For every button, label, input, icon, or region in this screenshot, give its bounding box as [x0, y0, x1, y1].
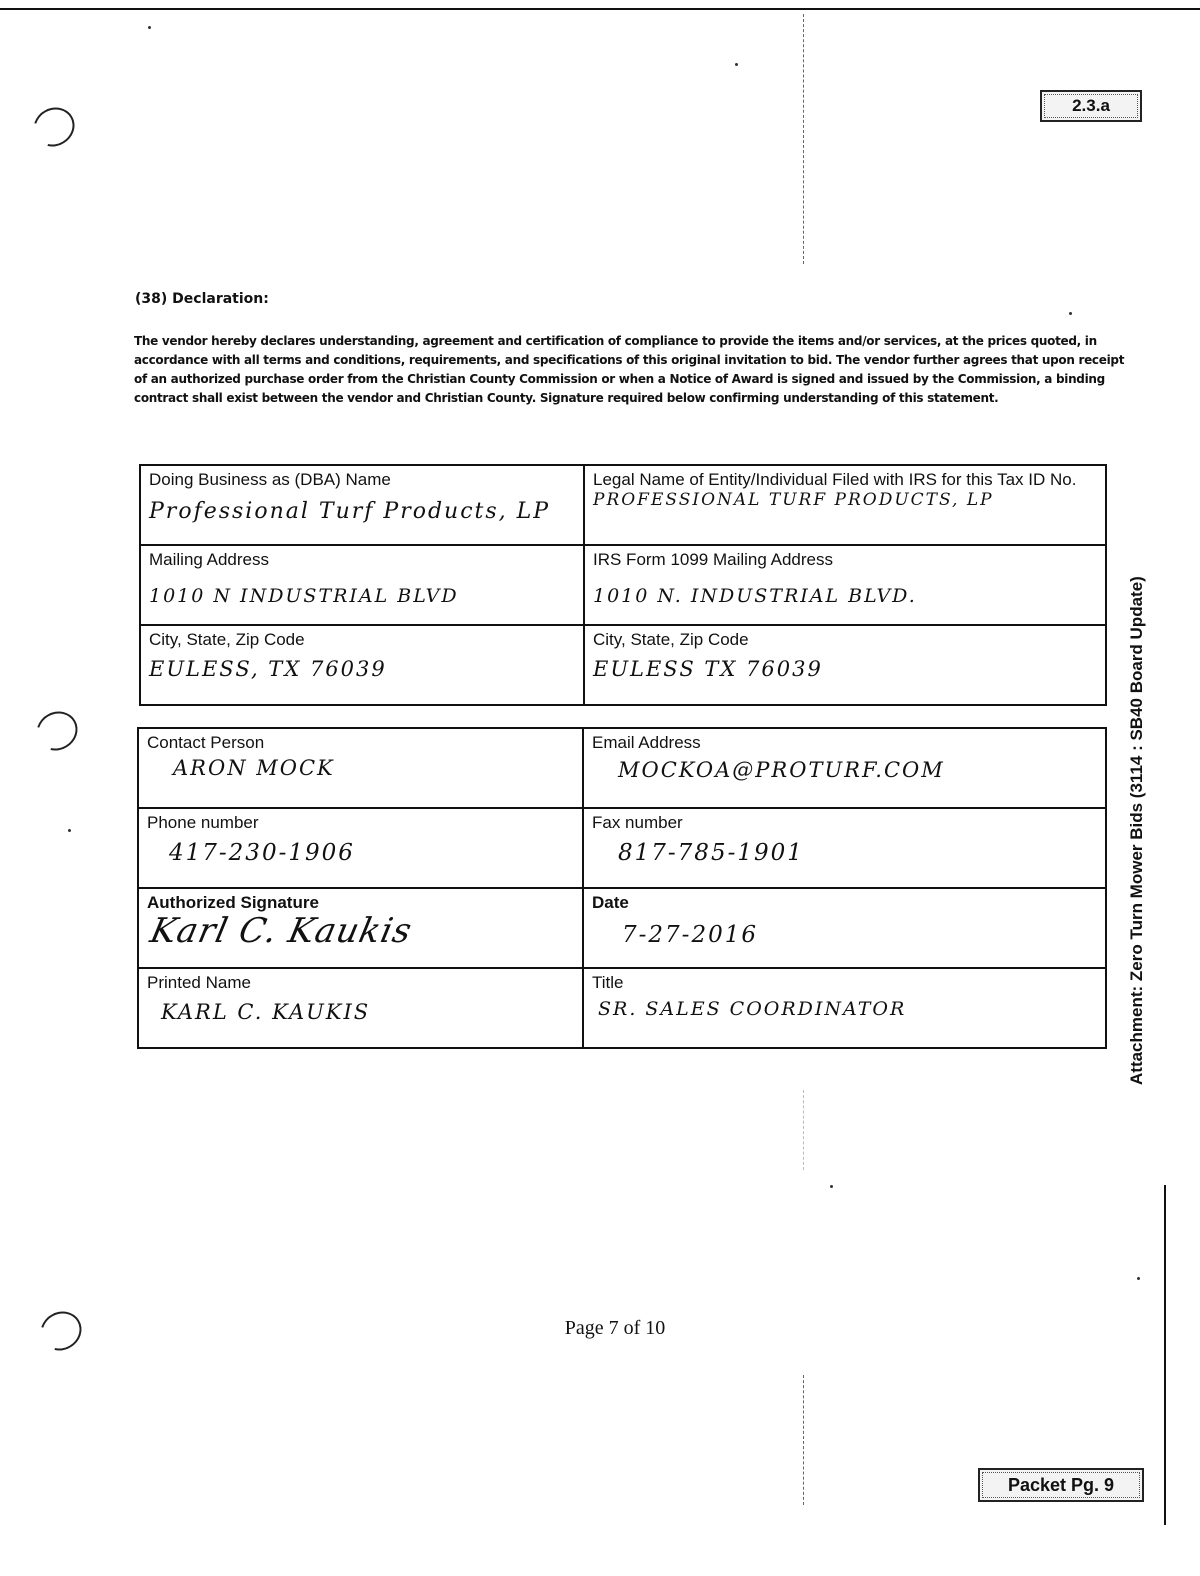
irs-city-state-zip-value: EULESS TX 76039	[593, 657, 823, 681]
scan-speck	[68, 829, 71, 832]
scan-speck	[148, 26, 151, 29]
phone-number-value: 417-230-1906	[169, 840, 355, 866]
fold-line-bottom	[803, 1375, 804, 1505]
printed-name-value: KARL C. KAUKIS	[161, 1000, 371, 1024]
phone-number-cell	[138, 808, 583, 888]
irs-city-state-zip-cell	[584, 625, 1106, 705]
irs-mailing-address-value: 1010 N. INDUSTRIAL BLVD.	[593, 585, 917, 607]
date-value: 7-27-2016	[622, 922, 758, 948]
title-label: Title	[592, 973, 624, 992]
mailing-address-label: Mailing Address	[149, 550, 270, 569]
legal-name-label: Legal Name of Entity/Individual Filed with IRS for this Tax ID No.	[593, 470, 1077, 489]
scan-speck	[735, 63, 738, 66]
declaration-paragraph	[134, 332, 1125, 408]
declaration-line: contract shall exist between the vendor and Christian County. Signature required below confirming understanding of this statement.	[134, 391, 999, 405]
attachment-side-note: Attachment: Zero Turn Mower Bids (3114 : SB40 Board Update)	[1127, 576, 1146, 1085]
scan-speck	[1069, 312, 1072, 315]
contact-person-cell	[138, 728, 583, 808]
irs-mailing-address-cell	[584, 545, 1106, 625]
printed-name-cell	[138, 968, 583, 1048]
punch-hole-middle	[29, 704, 84, 758]
declaration-line: The vendor hereby declares understanding, agreement and certification of compliance to provide the items and/or services, at the prices quoted, in	[134, 334, 1097, 348]
page-number: Page 7 of 10	[564, 1317, 666, 1339]
scan-speck	[1137, 1277, 1140, 1280]
title-value: SR. SALES COORDINATOR	[598, 998, 907, 1020]
email-address-value: MOCKOA@PROTURF.COM	[618, 758, 945, 782]
table-row	[140, 465, 1106, 545]
declaration-line: of an authorized purchase order from the Christian County Commission or when a Notice of Award is signed and issued by the Commission, a binding	[134, 372, 1105, 386]
right-margin-line	[1164, 1185, 1166, 1525]
fold-line-middle	[803, 1090, 804, 1170]
fold-line-top	[803, 14, 804, 264]
table-row	[140, 625, 1106, 705]
irs-city-state-zip-label: City, State, Zip Code	[593, 630, 749, 649]
mailing-address-cell	[140, 545, 584, 625]
city-state-zip-value: EULESS, TX 76039	[149, 657, 387, 681]
document-id-stamp: 2.3.a	[1040, 90, 1142, 122]
section-title: (38) Declaration:	[135, 291, 269, 307]
contact-person-label: Contact Person	[147, 733, 265, 752]
scan-speck	[830, 1185, 833, 1188]
vendor-info-table	[139, 464, 1107, 706]
table-row	[140, 545, 1106, 625]
fax-number-cell	[583, 808, 1106, 888]
signature-cell	[138, 888, 583, 968]
fax-number-label: Fax number	[592, 813, 683, 832]
declaration-line: accordance with all terms and conditions, requirements, and specifications of this original invitation to bid. The vendor further agrees that upon receipt	[134, 353, 1125, 367]
dba-label: Doing Business as (DBA) Name	[149, 470, 391, 489]
top-border-line	[0, 8, 1200, 10]
handwritten-signature: Karl C. Kaukis	[146, 911, 416, 951]
date-label: Date	[592, 893, 629, 912]
table-row	[138, 968, 1106, 1048]
packet-page-stamp: Packet Pg. 9	[978, 1468, 1144, 1502]
authorized-signature-label: Authorized Signature	[147, 893, 319, 912]
table-row	[138, 808, 1106, 888]
legal-name-cell	[584, 465, 1106, 545]
city-state-zip-cell	[140, 625, 584, 705]
fax-number-value: 817-785-1901	[618, 840, 804, 866]
email-address-label: Email Address	[592, 733, 701, 752]
dba-value: Professional Turf Products, LP	[149, 499, 551, 524]
printed-name-label: Printed Name	[147, 973, 251, 992]
table-row	[138, 728, 1106, 808]
legal-name-value: PROFESSIONAL TURF PRODUCTS, LP	[593, 490, 994, 510]
contact-info-table	[137, 727, 1107, 1049]
title-cell	[583, 968, 1106, 1048]
mailing-address-value: 1010 N INDUSTRIAL BLVD	[149, 585, 459, 607]
date-cell	[583, 888, 1106, 968]
contact-person-value: ARON MOCK	[173, 756, 335, 780]
table-row	[138, 888, 1106, 968]
phone-number-label: Phone number	[147, 813, 259, 832]
irs-mailing-address-label: IRS Form 1099 Mailing Address	[593, 550, 833, 569]
dba-cell	[140, 465, 584, 545]
city-state-zip-label: City, State, Zip Code	[149, 630, 305, 649]
punch-hole-top	[26, 100, 81, 154]
email-address-cell	[583, 728, 1106, 808]
